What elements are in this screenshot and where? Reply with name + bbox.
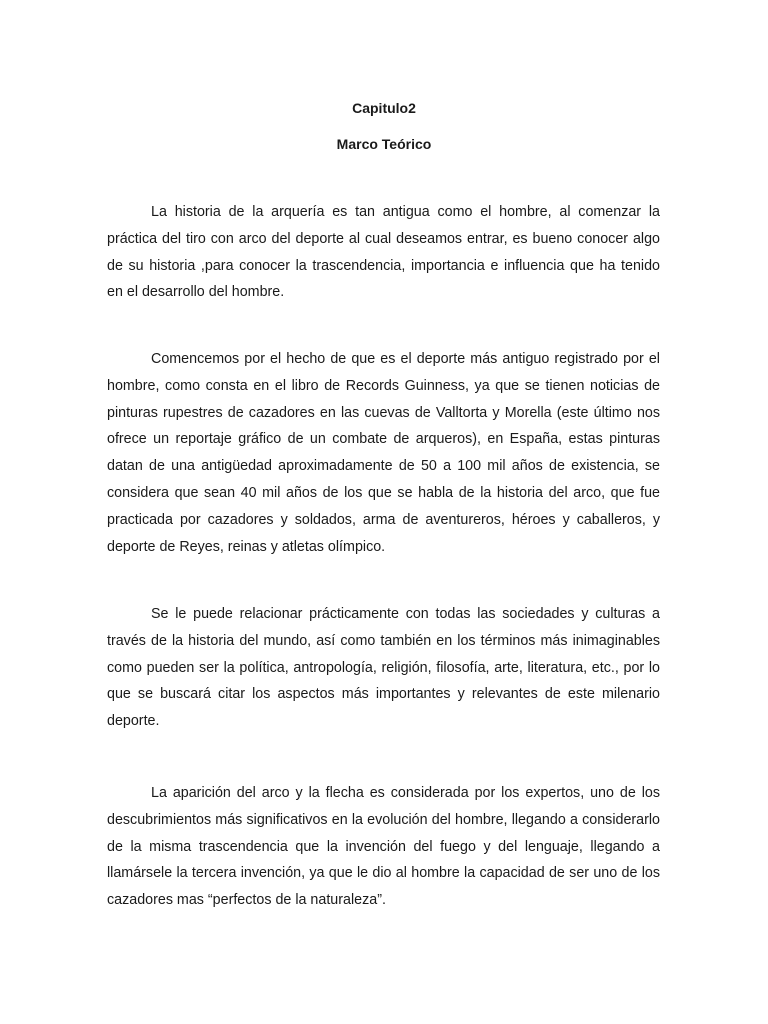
- paragraph-2: Comencemos por el hecho de que es el deporte más antiguo registrado por el hombre, como consta en el libro de Records Guinness, ya que se tienen noticias de pinturas rupestres de cazadores en las cuevas de Valltorta y Morella (este último nos ofrece un reportaje gráfico de un combate de arqueros), en España, estas pinturas datan de una antigüedad aproximadamente de 50 a 100 mil años de existencia, se considera que sean 40 mil años de los que se habla de la historia del arco, que fue practicada por cazadores y soldados, arma de aventureros, héroes y caballeros, y deporte de Reyes, reinas y atletas olímpico.: [107, 351, 668, 555]
- section-title: Marco Teórico: [336, 136, 432, 152]
- paragraph-4: La aparición del arco y la flecha es considerada por los expertos, uno de los descubrimientos más significativos en la evolución del hombre, llegando a considerarlo de la misma trascendencia que la invención del fuego y del lenguaje, llegando a llamársele la tercera invención, ya que le dio al hombre la capacidad de ser uno de los cazadores mas “perfectos de la naturaleza”.: [107, 785, 664, 909]
- chapter-title: Capitulo2: [352, 100, 416, 116]
- paragraph-1: La historia de la arquería es tan antigua como el hombre, al comenzar la práctica del tiro con arco del deporte al cual deseamos entrar, es bueno conocer algo de su historia ,para conocer la trascendencia, importancia e influencia que ha tenido en el desarrollo del hombre.: [107, 204, 664, 301]
- paragraph-3: Se le puede relacionar prácticamente con todas las sociedades y culturas a través de la historia del mundo, así como también en los términos más inimaginables como pueden ser la política, antropología, religión, filosofía, arte, literatura, etc., por lo que se buscará citar los aspectos más importantes y relevantes de este milenario deporte.: [107, 606, 664, 730]
